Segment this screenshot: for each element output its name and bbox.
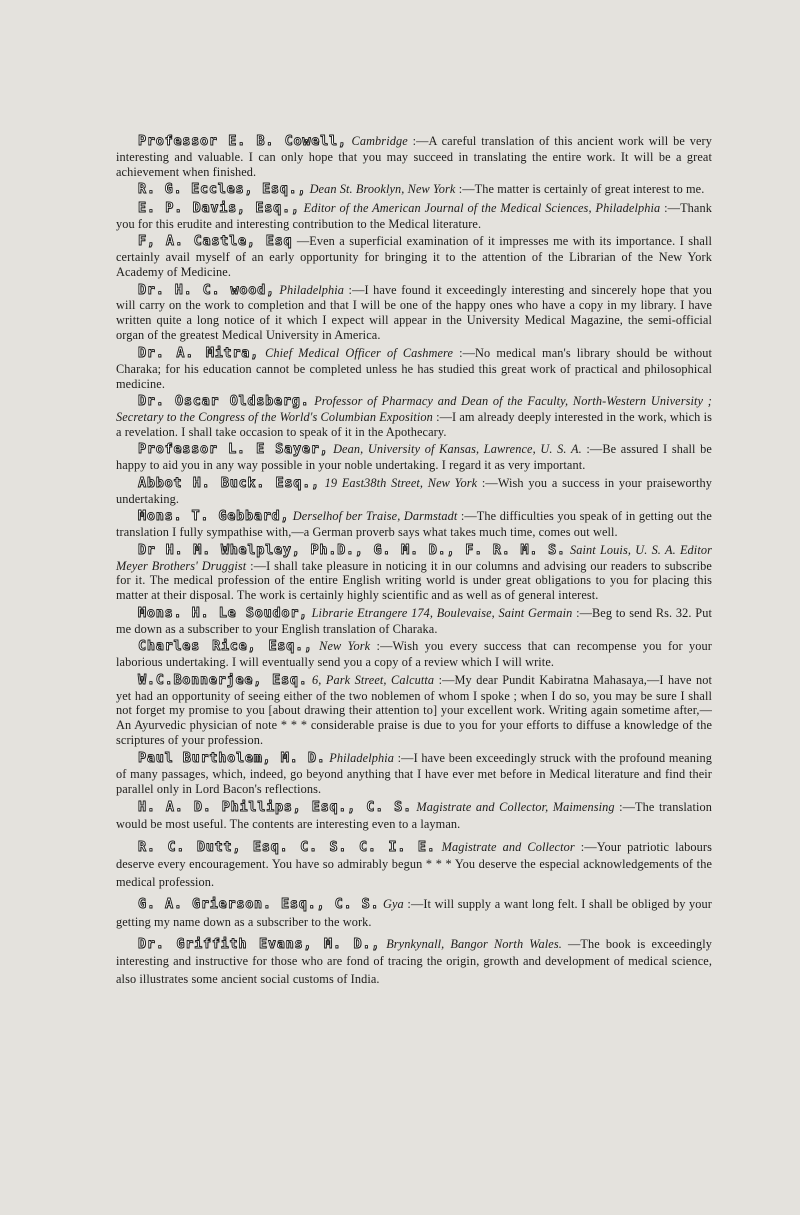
author-place: Derselhof ber Traise, Darmstadt [292,509,458,524]
author-place: Dean, University of Kansas, Lawrence, U. S. A. [333,442,582,457]
author-name: F, A. Castle, Esq [138,234,293,250]
testimonial-text: :—I am already deeply interested in the work, which is a revelation. I shall take occasion to speak of it in the Apothecary. [116,409,712,439]
testimonial-phillips [116,799,712,834]
testimonials [116,134,712,993]
testimonial-text: :—I shall take pleasure in noticing it in our columns and advising our readers to subscribe for it. The medical profession of the entire English writing world is under great obligations to you for placing this matter at their disposal. The work is certainly highly scientific and as well as of general interest. [116,558,712,603]
testimonial-text: :—No medical man's library should be without Charaka; for his education cannot be completed unless he has studied this great work of practical and philosophical medicine. [116,345,712,391]
author-name: Abbot H. Buck. Esq., [138,475,320,491]
author-place: Magistrate and Collector, Maimensing [416,800,615,815]
testimonial-text: :—Be assured I shall be happy to aid you in any way possible in your noble undertaking. I regard it as very important. [116,442,712,473]
author-place: Philadelphia [279,282,345,297]
author-name: R. G. Eccles, Esq., [138,182,307,198]
author-name: Dr. Oscar Oldsberg. [138,394,310,410]
testimonial-text: :—The matter is certainly of great interest to me. [458,182,705,197]
author-name: W.C.Bonnerjee, Esq. [138,672,308,688]
author-place: Chief Medical Officer of Cashmere [265,345,454,360]
testimonial-text: :—Your patriotic labours deserve every encouragement. You have so admirably begun * * * You deserve the especial acknowledgements of the medical profession. [116,839,712,889]
author-name: Professor E. B. Cowell, [138,134,347,149]
testimonial-text: :—My dear Pundit Kabiratna Mahasaya,—I have not yet had an opportunity of seeing either of the two noblemen of whom I spoke ; when I do so, you may be sure I shall not forget my promise to you [about drawing their attention to] your excellent work. Writing again sometime after,—An Ayurvedic physician of note * * * considerable praise is due to you for your efforts to diffuse a knowledge of the scriptures of your profession. [116,672,712,748]
author-name: Mons. T. Gebbard, [138,509,290,525]
testimonial-soudor [116,606,712,637]
testimonial-grierson [116,896,712,931]
testimonial-castle [116,234,712,280]
author-name: G. A. Grierson. Esq., C. S. [138,897,380,913]
testimonial-wood [116,283,712,344]
testimonial-evans [116,936,712,988]
author-place: Magistrate and Collector [441,839,575,854]
testimonial-text: :—It will supply a want long felt. I shall be obliged by your getting my name down as a subscriber to the work. [116,897,712,929]
author-place: 19 East38th Street, New York [324,475,478,490]
author-place: Professor of Pharmacy and Dean of the Faculty, North-Western University ; Secretary to the Congress of the World's Columbian Exposition [116,394,712,424]
author-place: Saint Louis, U. S. A. Editor Meyer Brothers' Druggist [116,542,712,573]
testimonial-burtholem [116,751,712,797]
testimonial-oldsberg [116,394,712,440]
author-name: Professor L. E Sayer, [138,442,329,458]
author-name: Dr. H. C. wood, [138,282,275,298]
testimonial-gebbard [116,509,712,540]
author-place: Gya [383,897,404,912]
author-name: Dr H. M. Whelpley, Ph.D., G. M. D., F. R. M. S. [138,542,566,558]
testimonial-text: :—The translation would be most useful. The contents are interesting even to a layman. [116,800,712,832]
testimonial-eccles [116,182,712,198]
testimonial-rice [116,639,712,670]
author-name: Charles Rice, Esq., [138,639,313,655]
testimonial-mitra [116,346,712,392]
testimonial-whelpley [116,543,712,604]
testimonial-text: :—Wish you every success that can recompense you for your laborious undertaking. I will eventually send you a copy of a review which I will write. [116,639,712,670]
author-place: Librarie Etrangere 174, Boulevaise, Saint Germain [311,605,573,620]
author-name: Mons. H. Le Soudor, [138,605,308,621]
testimonial-sayer [116,442,712,473]
author-name: Dr. A. Mitra, [138,345,260,361]
author-name: Paul Burtholem, M. D. [138,750,326,766]
author-name: E. P. Davis, Esq., [138,200,300,216]
author-place: Dean St. Brooklyn, New York [309,182,456,197]
author-name: H. A. D. Phillips, Esq., C. S. [138,800,412,816]
testimonial-text: :—Wish you a success in your praiseworthy undertaking. [116,475,712,506]
testimonial-text: :—Thank you for this erudite and interesting contribution to the Medical literature. [116,200,712,231]
author-place: Philadelphia [329,750,394,765]
testimonial-dutt [116,839,712,891]
testimonial-text: :—I have found it exceedingly interesting and sincerely hope that you will carry on the work to completion and that I will be one of the happy ones who have a copy in my library. I have written quite a long notice of it which I expect will appear in the University Medical Magazine, the semi-official organ of the greatest Medical University in America. [116,282,712,343]
author-name: R. C. Dutt, Esq. C. S. C. I. E. [138,839,436,855]
testimonial-cowell [116,134,712,180]
author-place: Cambridge [351,134,408,148]
testimonial-text: :—Beg to send Rs. 32. Put me down as a subscriber to your English translation of Charaka. [116,605,712,636]
testimonial-text: —Even a superficial examination of it impresses me with its importance. I shall certainly avail myself of an early opportunity for bringing it to the attention of the Librarian of the New York Academy of Medicine. [116,234,712,280]
testimonial-text: :—I have been exceedingly struck with the profound meaning of many passages, which, indeed, go beyond anything that I have ever met before in Medical literature and find their parallel only in Lord Bacon's reflections. [116,750,712,796]
testimonial-text: :—The difficulties you speak of in getting out the translation I fully sympathise with,—a German proverb says what takes much time, comes out well. [116,509,712,540]
testimonial-bonnerjee [116,673,712,749]
testimonial-text: —The book is exceedingly interesting and instructive for those who are fond of tracing the origin, growth and development of medical science, also illustrates some ancient social customs of India. [116,936,712,986]
testimonial-text: :—A careful translation of this ancient work will be very interesting and valuable. I can only hope that you may succeed in translating the entire work. It will be a great achievement when finished. [116,134,712,179]
author-place: New York [319,639,371,654]
author-place: Editor of the American Journal of the Medical Sciences, Philadelphia [303,200,661,215]
author-name: Dr. Griffith Evans, M. D., [138,936,381,952]
author-place: Brynkynall, Bangor North Wales. [386,936,562,951]
testimonial-buck [116,476,712,507]
testimonial-davis [116,201,712,232]
author-place: 6, Park Street, Calcutta [312,672,435,687]
